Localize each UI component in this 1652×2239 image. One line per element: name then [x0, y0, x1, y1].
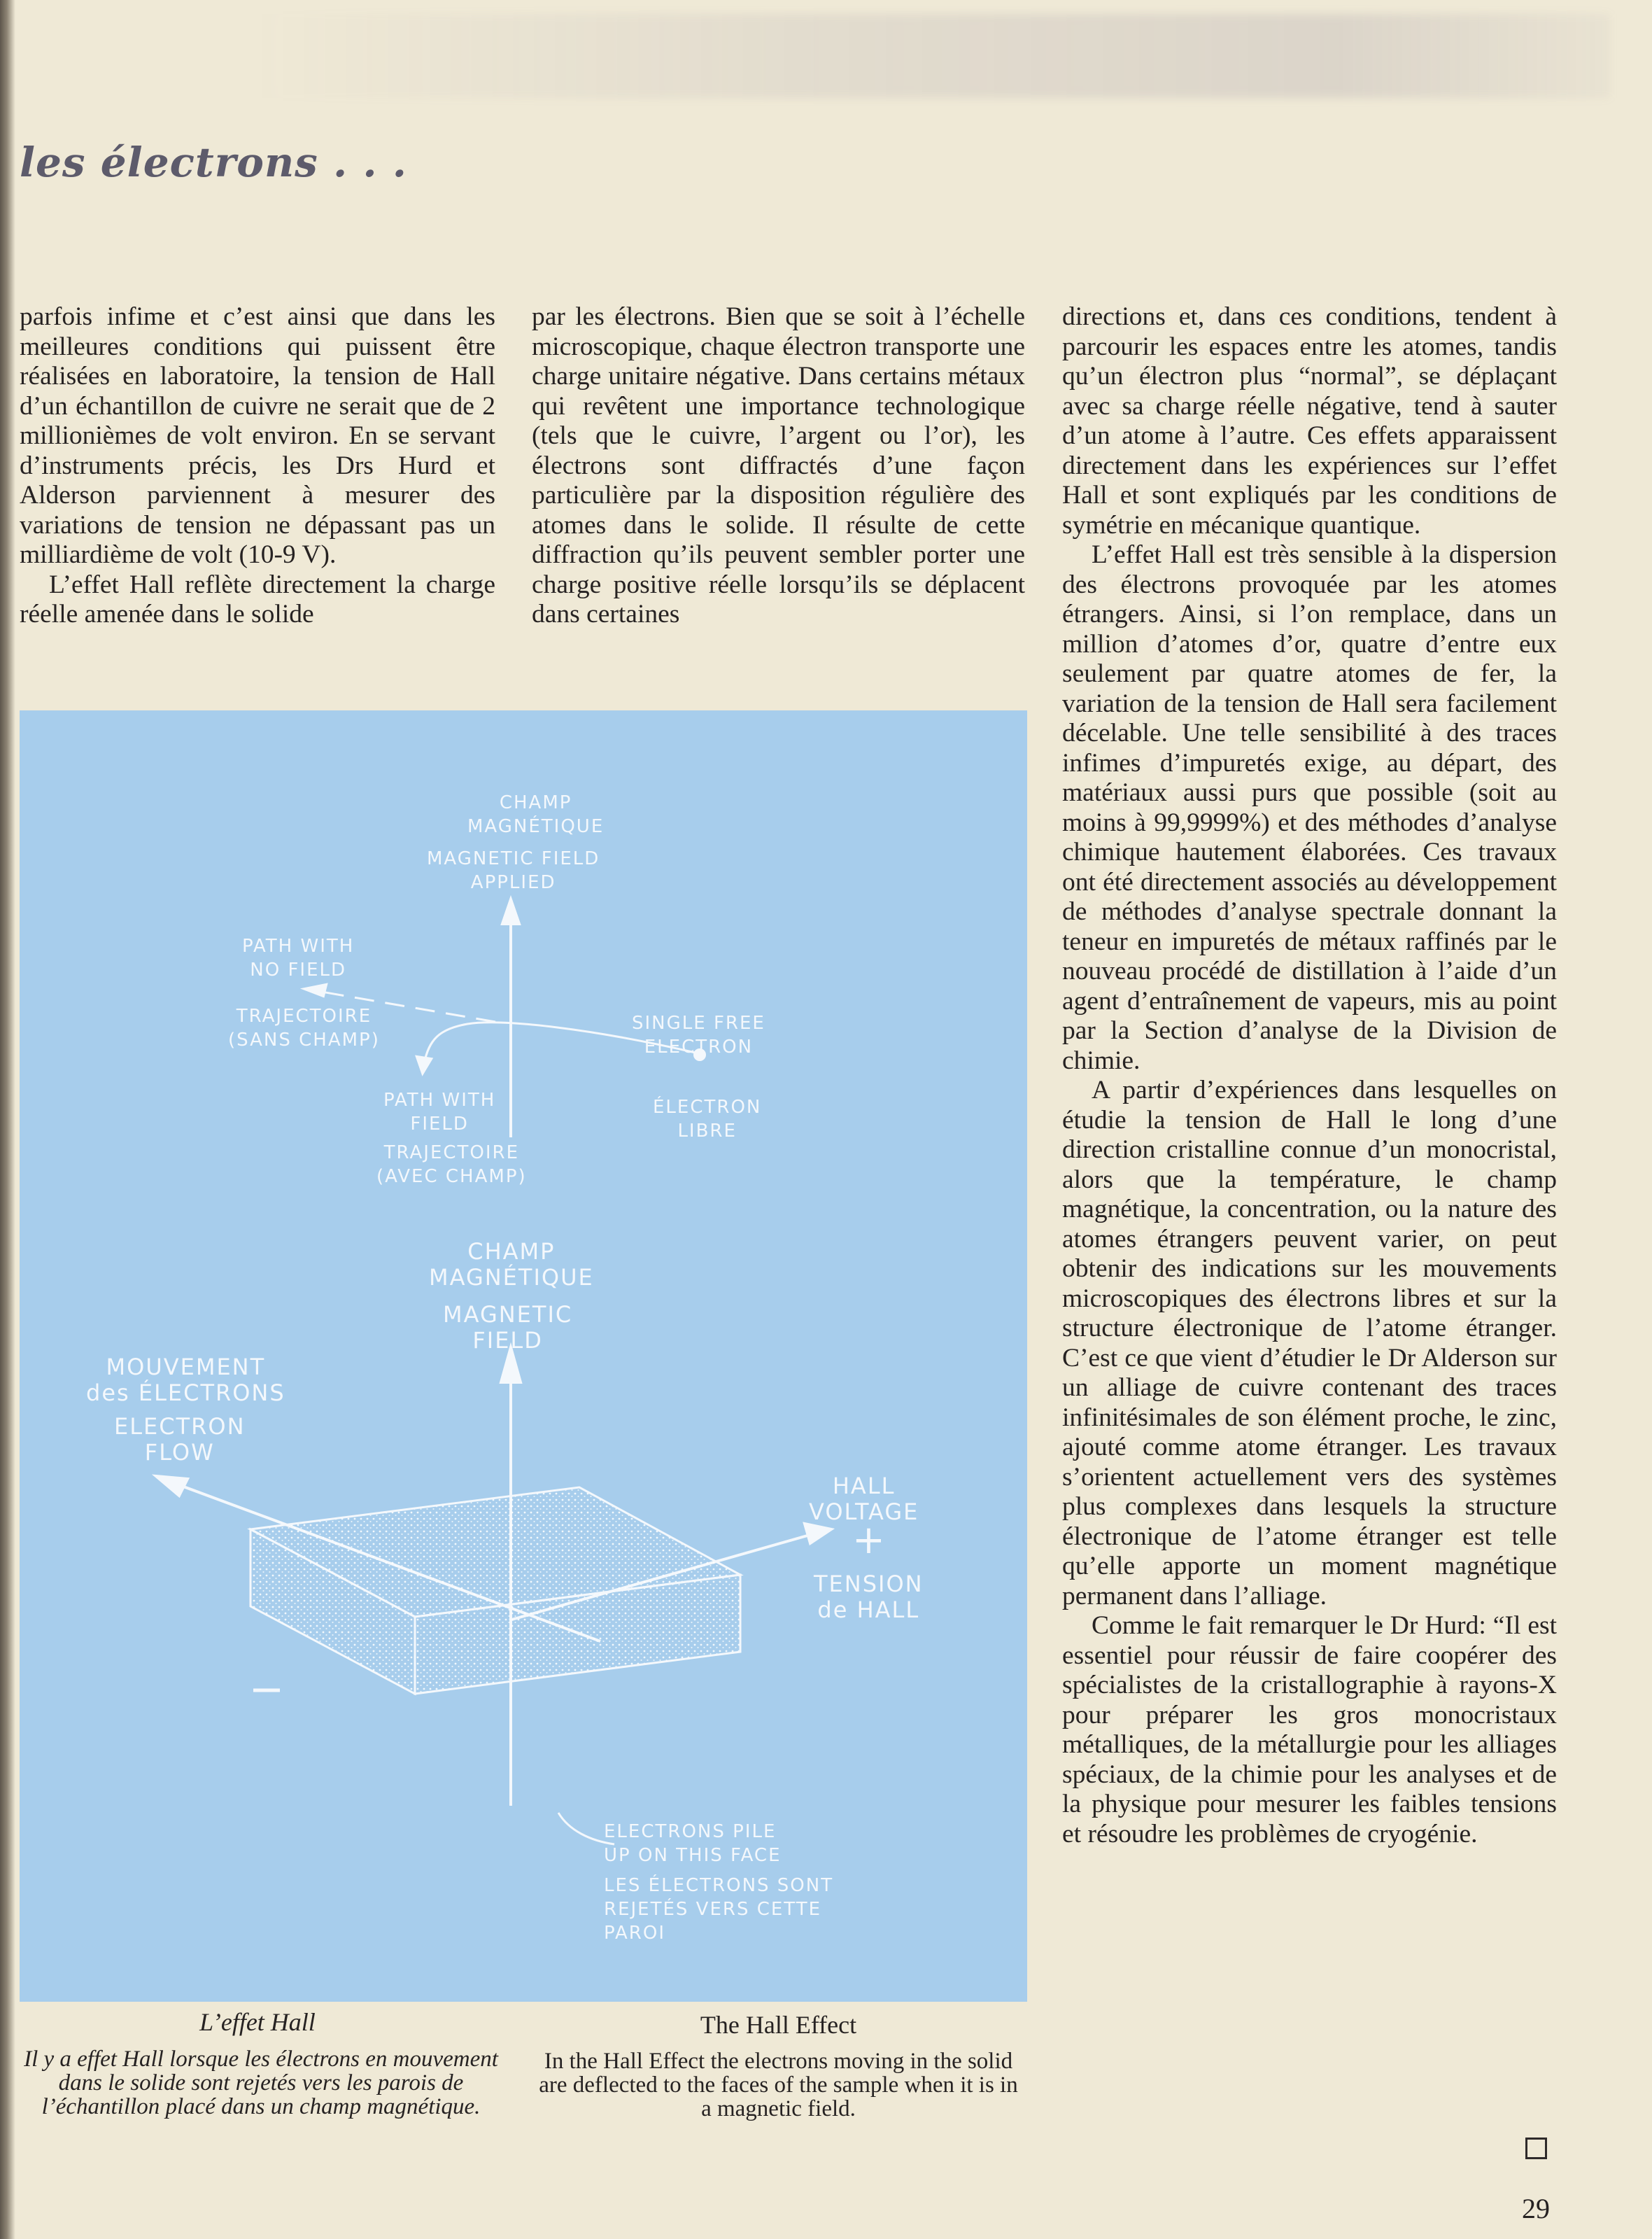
label-path-no-field: PATH WITH NO FIELD: [242, 936, 355, 981]
caption-title-en: The Hall Effect: [700, 2011, 857, 2039]
text-column-3: [1062, 302, 1557, 1849]
paragraph: L’effet Hall est très sensible à la dispersion des électrons provoquée par les atomes étrangers. Ainsi, si l’on remplace, dans un million d’atomes d’or, quatre d’entre eux seulement par quatre atomes de fer, la variation de la tension de Hall sera facilement décelable. Une telle sensibilité à des traces infimes d’impuretés exige, au départ, des matériaux aussi purs que possible (soit au moins à 99,9999%) et des méthodes d’analyse chimique hautement élaborées. Ces travaux ont été directement associés au développement de méthodes d’analyse spectrale donnant la teneur en impuretés de métaux raffinés par le nouveau procédé de distillation à l’aide d’un agent d’entraînement de vapeurs, mis au point par la Section d’analyse de la Division de chimie.: [1062, 540, 1557, 1075]
paragraph: A partir d’expériences dans lesquelles on étudie la tension de Hall le long d’une direction cristalline connue d’un monocristal, alors que la température, le champ magnétique, la concentration, ou la nature des atomes étrangers peuvent varier, on peut obtenir des indications sur les mouvements microscopiques des électrons libres et sur la structure électronique de l’atome étranger. C’est ce que vient d’étudier le Dr Alderson sur un alliage de cuivre contenant des traces infinitésimales de son élément proche, le zinc, ajouté comme atome étranger. Les travaux s’orientent actuellement vers des systèmes plus complexes dans lesquels la structure électronique de l’atome étranger est telle qu’elle apporte un moment magnétique permanent dans l’alliage.: [1062, 1076, 1557, 1610]
label-champ-magnetique-top: CHAMP MAGNÉTIQUE: [467, 792, 605, 837]
paragraph: par les électrons. Bien que se soit à l’échelle microscopique, chaque électron transporte une charge unitaire négative. Dans certains métaux qui revêtent une importance technologique (tels que le cuivre, l’argent ou l’or), les électrons sont diffractés d’une façon particulière par la disposition régulière des atomes dans le solide. Il résulte de cette diffraction qu’ils peuvent sembler porter une charge positive réelle lorsqu’ils se déplacent dans certaines: [532, 302, 1025, 629]
hall-voltage-arrowhead: [805, 1524, 831, 1543]
label-trajectoire-avec-champ: TRAJECTOIRE (AVEC CHAMP): [376, 1142, 527, 1187]
label-champ-magnetique-bottom: CHAMP MAGNÉTIQUE: [429, 1238, 594, 1291]
label-tension-de-hall: TENSION de HALL: [814, 1571, 924, 1623]
caption-body-fr: Il y a effet Hall lorsque les électrons en mouvement dans le solide sont rejetés vers les parois de l’échantillon placé dans un champ magnétique.: [24, 2047, 498, 2119]
paragraph: Comme le fait remarquer le Dr Hurd: “Il est essentiel pour réussir de faire coopérer des spécialistes de la cristallographie à rayons-X pour préparer les gros monocristaux métalliques, de la métallurgie pour les alliages spéciaux, de la chimie pour les analyses et de la physique pour mesurer les faibles tensions et résoudre les problèmes de cryogénie.: [1062, 1611, 1557, 1848]
path-with-field-arrowhead: [417, 1057, 431, 1073]
label-magnetic-field-applied: MAGNETIC FIELD APPLIED: [427, 848, 600, 893]
label-trajectoire-sans-champ: TRAJECTOIRE (SANS CHAMP): [228, 1006, 380, 1051]
paragraph: directions et, dans ces conditions, tendent à parcourir les espaces entre les atomes, tandis qu’un électron plus “normal”, se déplaçant avec sa charge réelle négative, tend à sauter d’un atome à l’autre. Ces effets apparaissent directement dans les expériences sur l’effet Hall et sont expliqués par les conditions de symétrie en mécanique quantique.: [1062, 302, 1557, 540]
label-electrons-pile-up: ELECTRONS PILE UP ON THIS FACE: [604, 1821, 782, 1866]
field-arrowhead: [502, 899, 519, 924]
show-through-text: [252, 14, 1610, 98]
end-of-article-mark: [1525, 2138, 1547, 2159]
text-column-1: [20, 302, 495, 630]
page-binding-edge: [0, 0, 15, 2239]
page-number: 29: [1522, 2193, 1550, 2224]
running-header: les électrons . . .: [20, 139, 407, 186]
label-electron-flow: ELECTRON FLOW: [114, 1413, 246, 1466]
paragraph: L’effet Hall reflète directement la charge réelle amenée dans le solide: [20, 570, 495, 629]
label-electrons-rejetes: LES ÉLECTRONS SONT REJETÉS VERS CETTE PAROI: [604, 1875, 834, 1944]
caption-body-en: In the Hall Effect the electrons moving in the solid are deflected to the faces of the sample when it is in a magnetic field.: [539, 2049, 1018, 2121]
label-hall-voltage: HALL VOLTAGE: [809, 1473, 919, 1525]
label-path-with-field: PATH WITH FIELD: [383, 1090, 496, 1135]
label-single-free-electron: SINGLE FREE ELECTRON: [632, 1013, 765, 1058]
caption-title-fr: L’effet Hall: [199, 2008, 316, 2036]
label-mouvement-des-electrons: MOUVEMENT des ÉLECTRONS: [86, 1354, 285, 1406]
plus-sign: +: [852, 1517, 887, 1563]
hall-effect-figure: [20, 710, 1027, 2002]
label-electron-libre: ÉLECTRON LIBRE: [653, 1097, 762, 1142]
label-magnetic-field: MAGNETIC FIELD: [443, 1301, 573, 1354]
path-no-field-arrowhead: [305, 985, 326, 996]
text-column-2: [532, 302, 1025, 630]
electron-flow-arrowhead: [156, 1476, 188, 1496]
sample-slab: [250, 1487, 740, 1694]
paragraph: parfois infime et c’est ainsi que dans les meilleures conditions qui puissent être réalisées en laboratoire, la tension de Hall d’un échantillon de cuivre ne serait que de 2 millionièmes de volt environ. En se servant d’instruments précis, les Drs Hurd et Alderson parviennent à mesurer des variations de tension ne dépassant pas un milliardième de volt (10-9 V).: [20, 302, 495, 569]
